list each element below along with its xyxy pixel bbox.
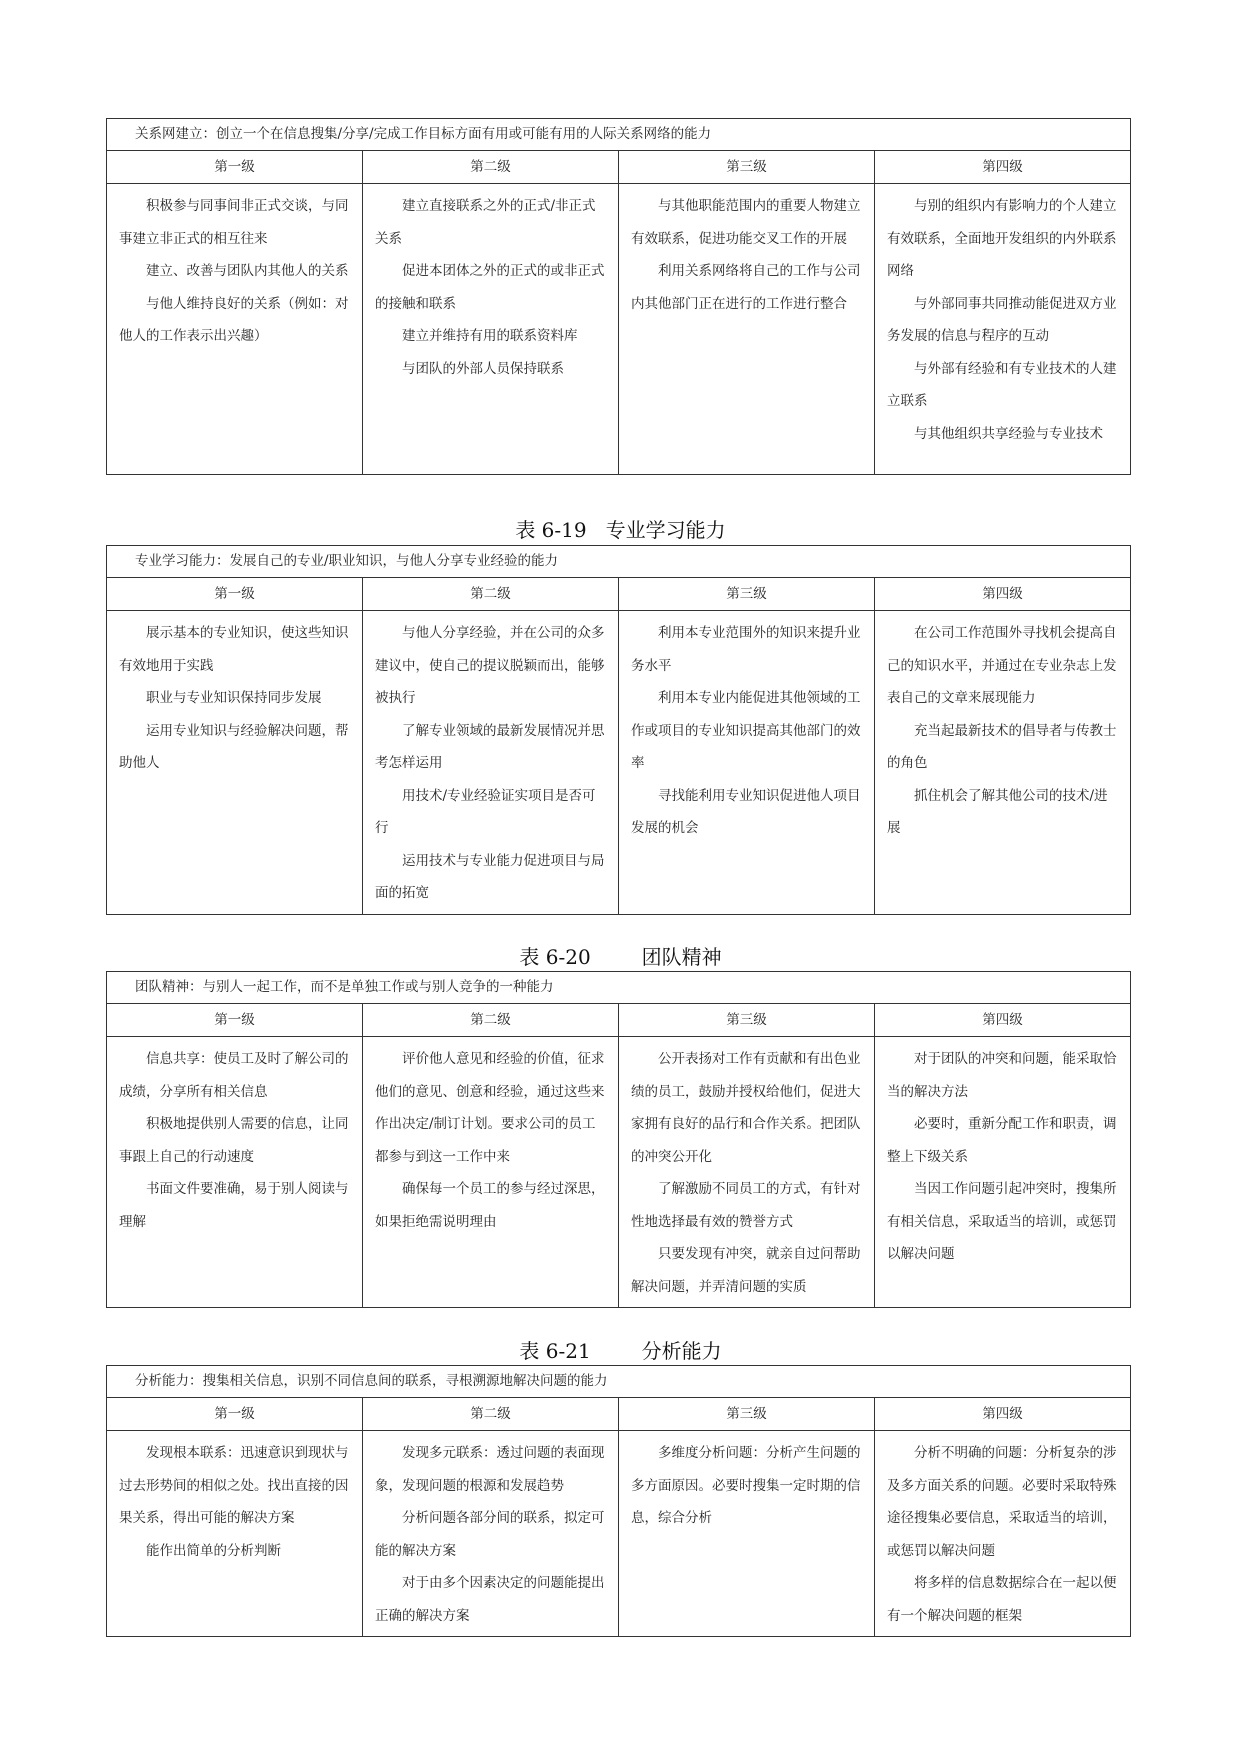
level-4-header: 第四级 xyxy=(875,578,1131,611)
level-1-cell xyxy=(107,611,363,915)
behavior-item: 对于团队的冲突和问题，能采取恰当的解决方法 xyxy=(887,1051,1117,1100)
level-4-cell xyxy=(875,611,1131,915)
behavior-item: 抓住机会了解其他公司的技术/进展 xyxy=(887,787,1108,836)
behavior-item: 与其他职能范围内的重要人物建立有效联系，促进功能交叉工作的开展 xyxy=(631,198,861,247)
behavior-item: 发现根本联系：迅速意识到现状与过去形势间的相似之处。找出直接的因果关系，得出可能的解决方案 xyxy=(119,1445,349,1526)
behavior-item: 与外部同事共同推动能促进双方业务发展的信息与程序的互动 xyxy=(887,295,1117,344)
table-caption: 表 6-20 团队精神 xyxy=(519,945,722,969)
behavior-item: 用技术/专业经验证实项目是否可行 xyxy=(375,787,596,836)
behavior-item: 与外部有经验和有专业技术的人建立联系 xyxy=(887,360,1117,409)
behavior-item: 了解专业领域的最新发展情况并思考怎样运用 xyxy=(375,722,605,771)
behavior-item: 展示基本的专业知识，使这些知识有效地用于实践 xyxy=(119,625,349,674)
level-3-cell xyxy=(619,1431,875,1637)
behavior-item: 利用本专业范围外的知识来提升业务水平 xyxy=(631,625,861,674)
table-caption: 表 6-21 分析能力 xyxy=(519,1339,722,1363)
level-1-header: 第一级 xyxy=(107,1004,363,1037)
competency-table-teamwork xyxy=(106,971,1131,1308)
behavior-item: 将多样的信息数据综合在一起以便有一个解决问题的框架 xyxy=(887,1575,1117,1624)
competency-table-networking xyxy=(106,118,1131,475)
level-3-header: 第三级 xyxy=(619,1398,875,1431)
behavior-item: 建立并维持有用的联系资料库 xyxy=(402,328,578,344)
level-2-cell xyxy=(363,1431,619,1637)
behavior-item: 运用专业知识与经验解决问题，帮助他人 xyxy=(119,722,349,771)
table-definition: 关系网建立：创立一个在信息搜集/分享/完成工作目标方面有用或可能有用的人际关系网络的能力 xyxy=(107,119,1131,151)
behavior-item: 与其他组织共享经验与专业技术 xyxy=(914,425,1103,442)
level-1-cell xyxy=(107,1037,363,1308)
level-2-header: 第二级 xyxy=(363,151,619,184)
behavior-item: 只要发现有冲突，就亲自过问帮助解决问题，并弄清问题的实质 xyxy=(631,1246,861,1295)
level-4-header: 第四级 xyxy=(875,1004,1131,1037)
behavior-item: 寻找能利用专业知识促进他人项目发展的机会 xyxy=(631,787,861,836)
behavior-item: 确保每一个员工的参与经过深思，如果拒绝需说明理由 xyxy=(375,1181,605,1230)
behavior-item: 在公司工作范围外寻找机会提高自己的知识水平，并通过在专业杂志上发表自己的文章来展现能力 xyxy=(887,625,1117,706)
behavior-item: 公开表扬对工作有贡献和有出色业绩的员工，鼓励并授权给他们，促进大家拥有良好的品行和合作关系。把团队的冲突公开化 xyxy=(631,1051,861,1165)
level-4-header: 第四级 xyxy=(875,151,1131,184)
level-3-header: 第三级 xyxy=(619,578,875,611)
competency-table-analysis xyxy=(106,1365,1131,1637)
level-2-header: 第二级 xyxy=(363,1004,619,1037)
level-4-cell xyxy=(875,1431,1131,1637)
behavior-item: 当因工作问题引起冲突时，搜集所有相关信息，采取适当的培训，或惩罚以解决问题 xyxy=(887,1181,1117,1262)
behavior-item: 与他人维持良好的关系（例如：对他人的工作表示出兴趣） xyxy=(119,295,349,344)
behavior-item: 与他人分享经验，并在公司的众多建议中，使自己的提议脱颖而出，能够被执行 xyxy=(375,625,605,706)
behavior-item: 建立、改善与团队内其他人的关系 xyxy=(146,263,349,279)
level-3-cell xyxy=(619,184,875,475)
level-2-cell xyxy=(363,611,619,915)
competency-table-professional-learning xyxy=(106,545,1131,915)
behavior-item: 职业与专业知识保持同步发展 xyxy=(146,690,322,706)
behavior-item: 分析不明确的问题：分析复杂的涉及多方面关系的问题。必要时采取特殊途径搜集必要信息，采取适当的培训，或惩罚以解决问题 xyxy=(887,1445,1117,1559)
behavior-item: 利用本专业内能促进其他领域的工作或项目的专业知识提高其他部门的效率 xyxy=(631,690,861,771)
table-definition: 团队精神：与别人一起工作，而不是单独工作或与别人竞争的一种能力 xyxy=(107,972,1131,1004)
level-3-cell xyxy=(619,1037,875,1308)
behavior-item: 书面文件要准确，易于别人阅读与理解 xyxy=(119,1181,349,1230)
level-3-cell xyxy=(619,611,875,915)
behavior-item: 运用技术与专业能力促进项目与局面的拓宽 xyxy=(375,852,605,901)
behavior-item: 建立直接联系之外的正式/非正式关系 xyxy=(375,198,596,247)
behavior-item: 与别的组织内有影响力的个人建立有效联系，全面地开发组织的内外联系网络 xyxy=(887,198,1117,279)
level-2-cell xyxy=(363,184,619,475)
table-definition: 专业学习能力：发展自己的专业/职业知识，与他人分享专业经验的能力 xyxy=(107,546,1131,578)
behavior-item: 充当起最新技术的倡导者与传教士的角色 xyxy=(887,722,1117,771)
level-3-header: 第三级 xyxy=(619,151,875,184)
level-2-header: 第二级 xyxy=(363,578,619,611)
table-caption: 表 6-19 专业学习能力 xyxy=(515,518,726,542)
behavior-item: 能作出简单的分析判断 xyxy=(146,1542,281,1559)
behavior-item: 积极地提供别人需要的信息，让同事跟上自己的行动速度 xyxy=(119,1116,349,1165)
behavior-item: 必要时，重新分配工作和职责，调整上下级关系 xyxy=(887,1116,1117,1165)
behavior-item: 促进本团体之外的正式的或非正式的接触和联系 xyxy=(375,263,605,312)
level-4-cell xyxy=(875,184,1131,475)
level-1-header: 第一级 xyxy=(107,578,363,611)
level-1-cell xyxy=(107,184,363,475)
behavior-item: 对于由多个因素决定的问题能提出正确的解决方案 xyxy=(375,1575,605,1624)
table-definition: 分析能力：搜集相关信息，识别不同信息间的联系，寻根溯源地解决问题的能力 xyxy=(107,1366,1131,1398)
behavior-item: 分析问题各部分间的联系，拟定可能的解决方案 xyxy=(375,1510,605,1559)
level-1-header: 第一级 xyxy=(107,1398,363,1431)
behavior-item: 信息共享：使员工及时了解公司的成绩，分享所有相关信息 xyxy=(119,1051,349,1100)
level-2-cell xyxy=(363,1037,619,1308)
behavior-item: 与团队的外部人员保持联系 xyxy=(402,360,564,377)
level-3-header: 第三级 xyxy=(619,1004,875,1037)
behavior-item: 了解激励不同员工的方式，有针对性地选择最有效的赞誉方式 xyxy=(631,1181,861,1230)
behavior-item: 积极参与同事间非正式交谈，与同事建立非正式的相互往来 xyxy=(119,198,349,247)
behavior-item: 发现多元联系：透过问题的表面现象，发现问题的根源和发展趋势 xyxy=(375,1445,605,1494)
level-4-cell xyxy=(875,1037,1131,1308)
level-2-header: 第二级 xyxy=(363,1398,619,1431)
behavior-item: 评价他人意见和经验的价值，征求他们的意见、创意和经验，通过这些来作出决定/制订计划。要求公司的员工都参与到这一工作中来 xyxy=(375,1051,605,1165)
behavior-item: 利用关系网络将自己的工作与公司内其他部门正在进行的工作进行整合 xyxy=(631,263,861,312)
behavior-item: 多维度分析问题：分析产生问题的多方面原因。必要时搜集一定时期的信息，综合分析 xyxy=(631,1445,861,1526)
level-1-cell xyxy=(107,1431,363,1637)
level-4-header: 第四级 xyxy=(875,1398,1131,1431)
level-1-header: 第一级 xyxy=(107,151,363,184)
